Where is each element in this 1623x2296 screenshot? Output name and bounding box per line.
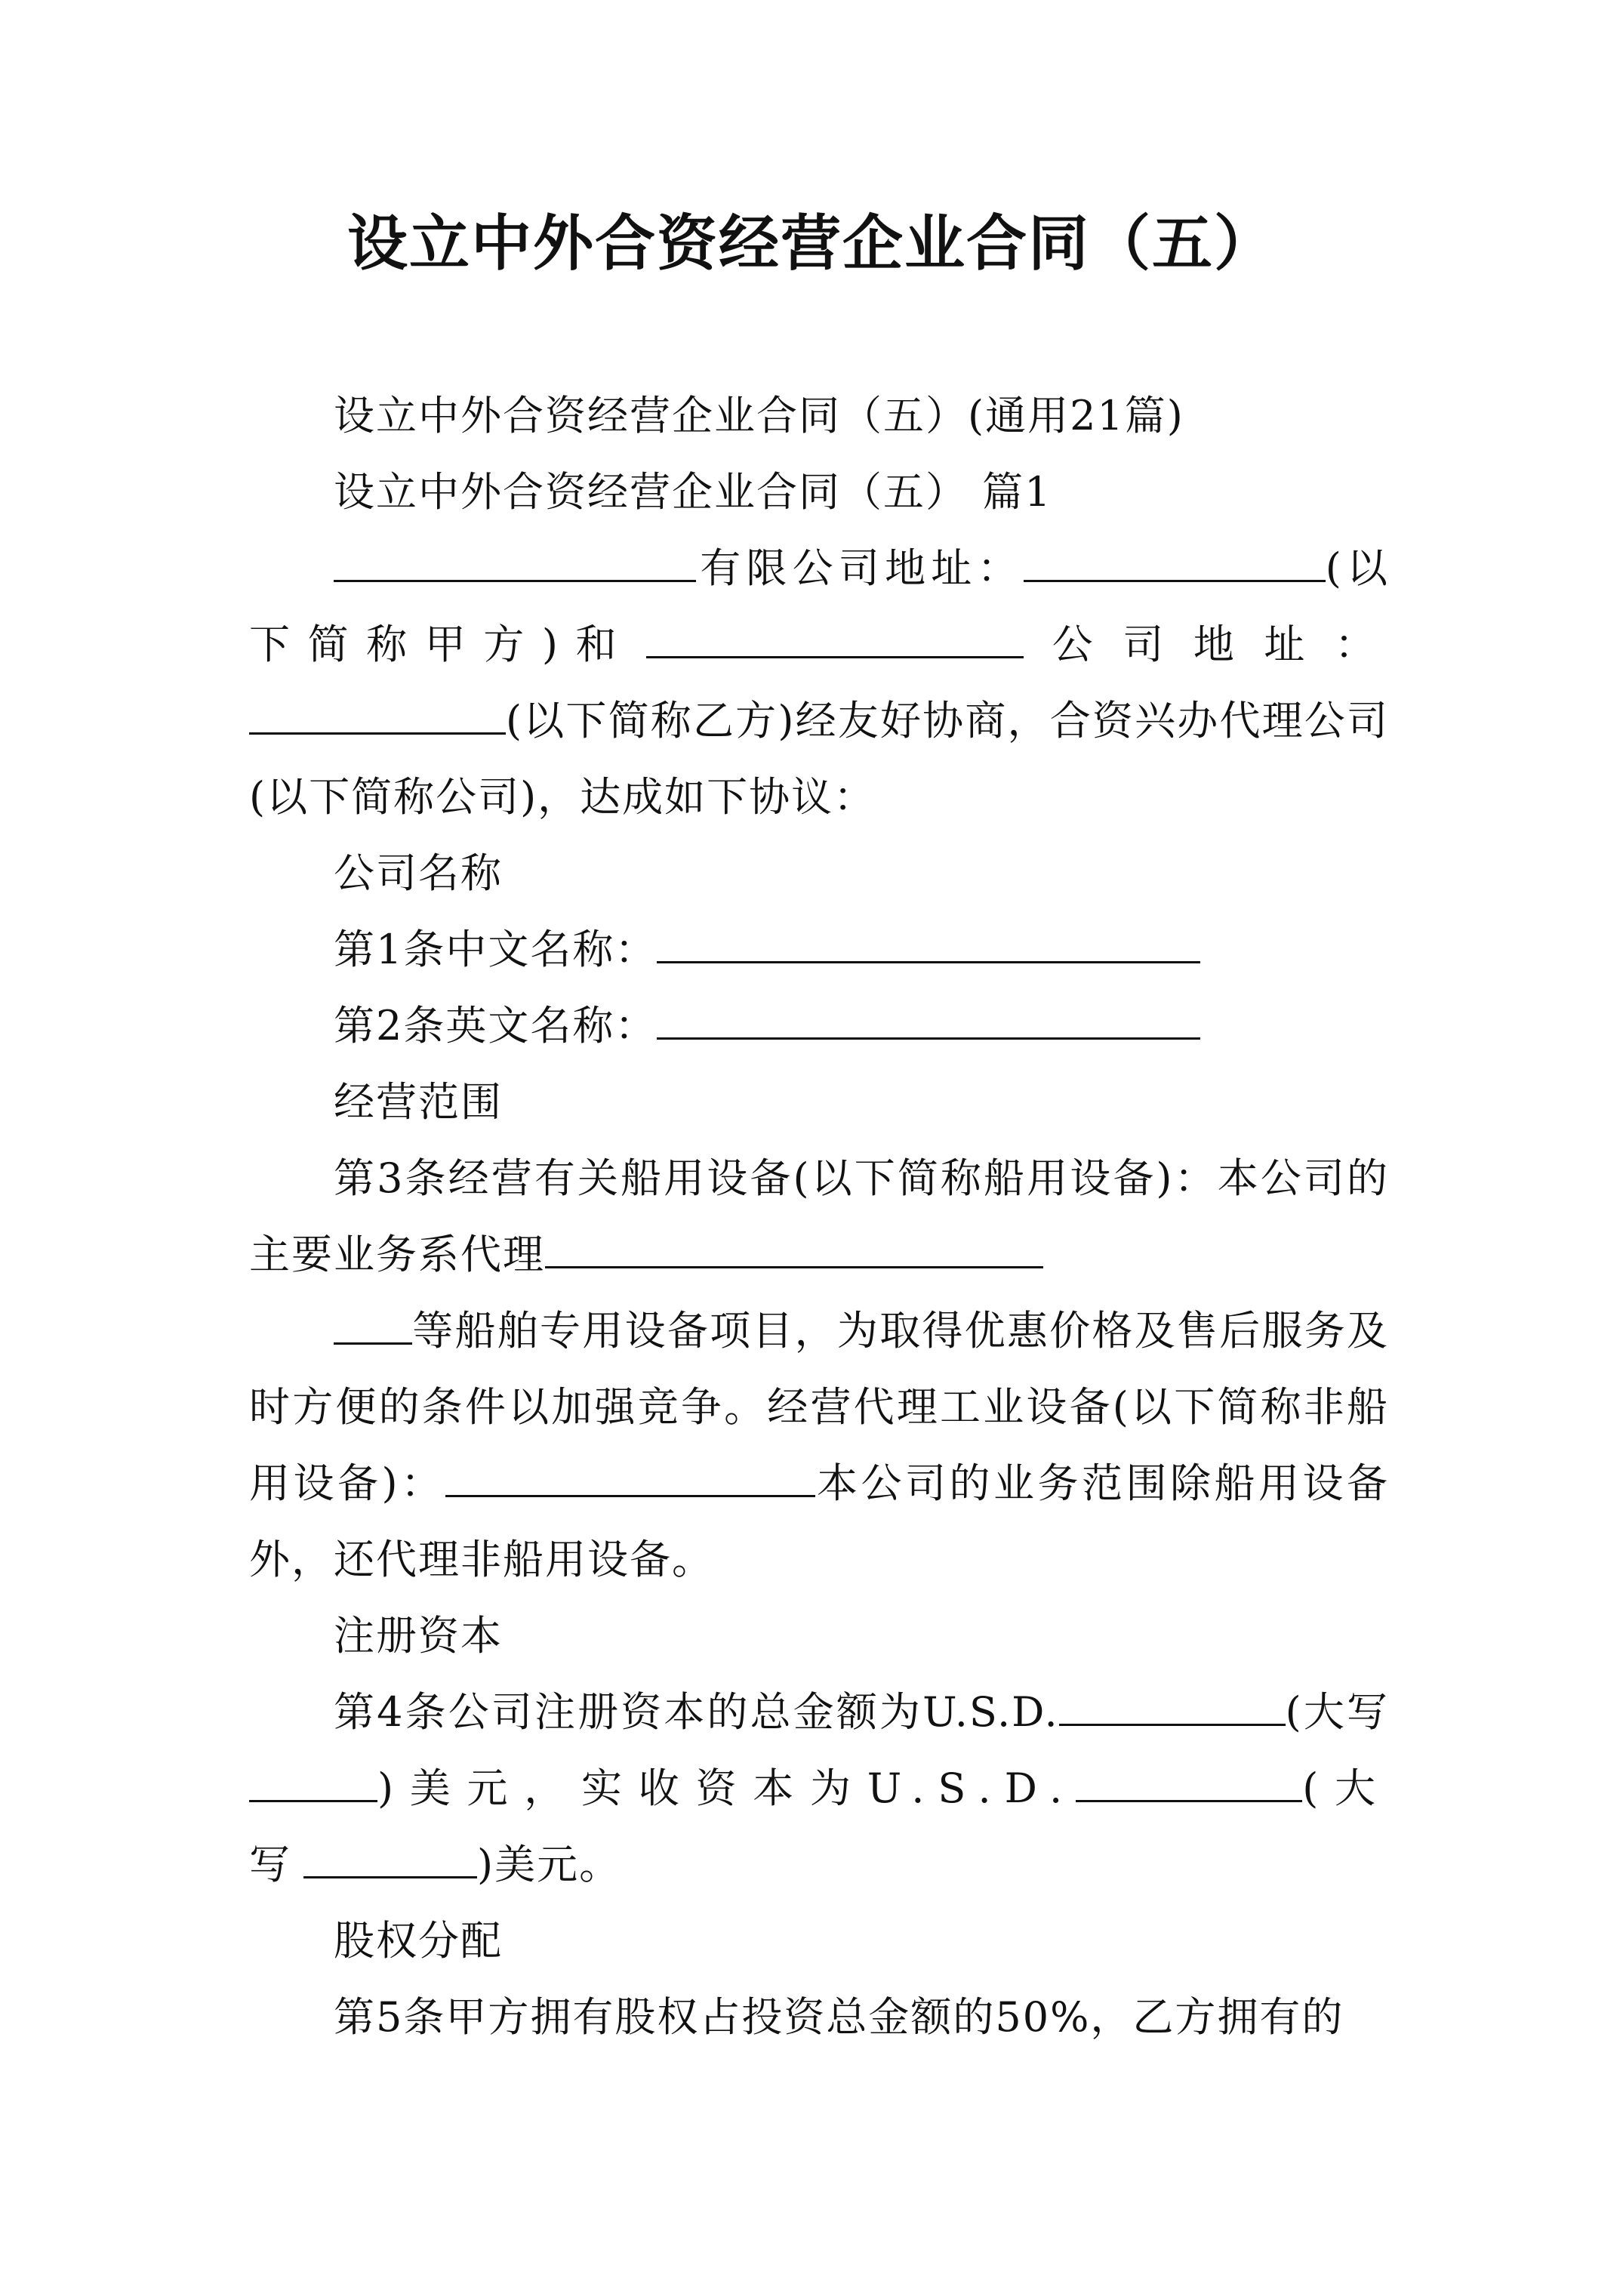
total-amount-blank (1059, 1677, 1286, 1726)
party-b-name-blank (646, 609, 1024, 658)
article-2 (249, 988, 1389, 1064)
article-3-part-2 (249, 1293, 1389, 1598)
subtitle-paragraph (249, 378, 1389, 454)
party-b-address-blank (249, 686, 506, 735)
party-b-address-label: 公司地址： (1036, 621, 1389, 668)
company-name-heading (249, 835, 1389, 911)
registered-capital-heading (249, 1598, 1389, 1674)
non-marine-equipment-blank (445, 1448, 815, 1497)
paid-in-capital-blank (1076, 1753, 1302, 1802)
party-a-name-blank (334, 533, 696, 582)
english-name-blank (657, 991, 1200, 1040)
equity-heading (249, 1903, 1389, 1979)
total-amount-words-blank (249, 1753, 377, 1802)
short-blank (334, 1296, 412, 1345)
document-title: 设立中外合资经营企业合同（五） (347, 208, 1276, 279)
business-scope-heading (249, 1064, 1389, 1140)
registered-capital-heading-text: 注册资本 (334, 1612, 503, 1660)
parties-paragraph (249, 530, 1389, 835)
article-5 (249, 1979, 1389, 2055)
party-b-alias-text: (以下简称乙方)经友好协商，合资兴办代理公司(以下简称公司)，达成如下协议： (249, 697, 1389, 821)
article-2-text: 第2条英文名称： (334, 1002, 658, 1049)
article-4 (249, 1674, 1389, 1903)
agency-items-blank (545, 1219, 1043, 1268)
article-4-text-a: 第4条公司注册资本的总金额为U.S.D. (334, 1688, 1059, 1736)
article-5-text: 第5条甲方拥有股权占投资总金额的50%，乙方拥有的 (334, 1993, 1344, 2041)
equity-heading-text: 股权分配 (334, 1917, 503, 1965)
article-1-text: 第1条中文名称： (334, 926, 658, 973)
article-4-text-c: )美元，实收资本为U.S.D. (377, 1764, 1076, 1812)
document-body (249, 378, 1389, 2055)
party-a-alias-text: (以下简称甲方)和 (249, 544, 1389, 668)
section-heading-paragraph (249, 454, 1389, 530)
article-1 (249, 911, 1389, 988)
party-a-address-blank (1024, 533, 1326, 582)
article-3-part-1 (249, 1140, 1389, 1293)
party-a-address-label: 有限公司地址： (696, 544, 1024, 592)
chinese-name-blank (657, 914, 1200, 963)
article-3-text-a: 第3条经营有关船用设备(以下简称船用设备)：本公司的主要业务系代理 (249, 1154, 1389, 1278)
article-4-text-e: )美元。 (477, 1841, 622, 1888)
subtitle-text: 设立中外合资经营企业合同（五）(通用21篇) (334, 392, 1184, 439)
article-4-text-d: (大写 (249, 1764, 1389, 1888)
article-4-text-b: (大写 (1285, 1688, 1389, 1736)
business-scope-heading-text: 经营范围 (334, 1078, 503, 1126)
article-3-text-b: 等船舶专用设备项目，为取得优惠价格及售后服务及时方便的条件以加强竞争。经营代理工业设备(以下简称非船用设备)： (249, 1307, 1389, 1507)
paid-in-capital-words-blank (303, 1829, 477, 1878)
company-name-heading-text: 公司名称 (334, 849, 503, 897)
section-heading-text: 设立中外合资经营企业合同（五） 篇1 (334, 468, 1052, 516)
article-3-text-c: 本公司的业务范围除船用设备外，还代理非船用设备。 (249, 1459, 1389, 1583)
